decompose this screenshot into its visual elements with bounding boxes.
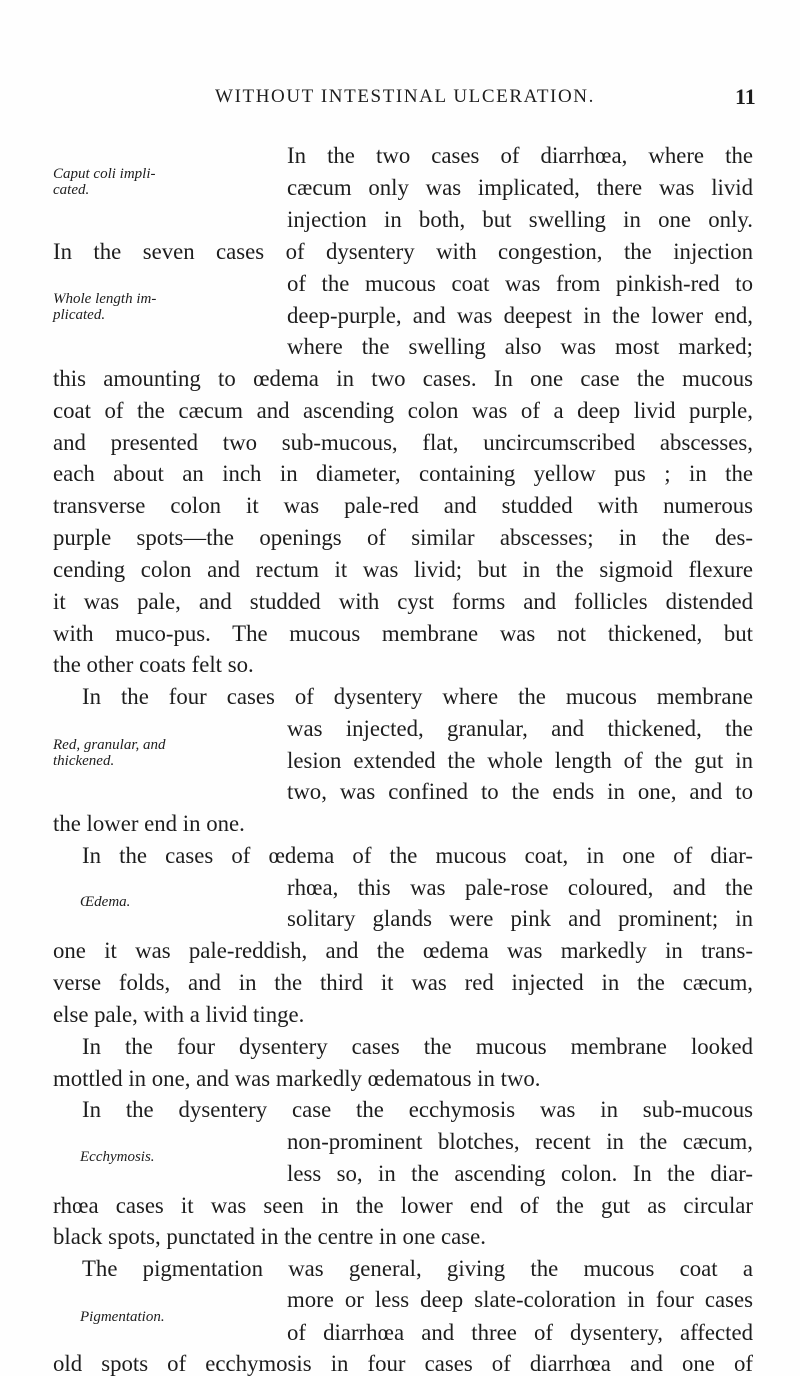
body-line: In the dysentery case the ecchymosis was in sub-mucous: [82, 1097, 753, 1122]
body-line: lesion extended the whole length of the gut in: [287, 747, 753, 773]
body-line: each about an inch in diameter, containing yellow pus ; in the: [53, 461, 753, 486]
body-line: rhœa, this was pale-rose coloured, and the: [287, 874, 753, 900]
body-line: less so, in the ascending colon. In the diar-: [287, 1160, 753, 1186]
body-line: was injected, granular, and thickened, the: [287, 715, 753, 741]
body-line: it was pale, and studded with cyst forms and follicles distended: [53, 588, 753, 614]
body-line: coat of the cæcum and ascending colon was of a deep livid purple,: [53, 398, 753, 423]
body-line: transverse colon it was pale-red and studded with numerous: [53, 493, 753, 519]
body-line: rhœa cases it was seen in the lower end of the gut as circular: [53, 1192, 753, 1218]
body-line: where the swelling also was most marked;: [287, 334, 753, 359]
body-line: with muco-pus. The mucous membrane was not thickened, but: [53, 620, 753, 646]
running-head: WITHOUT INTESTINAL ULCERATION.: [215, 86, 595, 107]
body-line: solitary glands were pink and prominent; in: [287, 906, 753, 931]
body-line: In the seven cases of dysentery with congestion, the injection: [53, 239, 753, 265]
body-line: injection in both, but swelling in one only.: [287, 207, 753, 232]
body-line: In the cases of œdema of the mucous coat, in one of diar-: [82, 843, 753, 868]
body-line: In the four dysentery cases the mucous membrane looked: [82, 1033, 753, 1059]
body-line: old spots of ecchymosis in four cases of diarrhœa and one of: [53, 1351, 753, 1376]
margin-note-ecchymosis: Ecchymosis.: [80, 1148, 155, 1165]
margin-note-red-granular: Red, granular, and thickened.: [53, 737, 166, 769]
page-number: 11: [735, 84, 756, 109]
body-line: and presented two sub-mucous, flat, uncircumscribed abscesses,: [53, 429, 753, 455]
body-line: this amounting to œdema in two cases. In one case the mucous: [53, 366, 753, 392]
body-line: the lower end in one.: [53, 811, 245, 837]
body-line: one it was pale-reddish, and the œdema was markedly in trans-: [53, 938, 753, 964]
margin-note-oedema: Œdema.: [80, 893, 131, 910]
body-line: cæcum only was implicated, there was livid: [287, 175, 753, 201]
body-line: deep-purple, and was deepest in the lower end,: [287, 302, 753, 328]
body-line: non-prominent blotches, recent in the cæcum,: [287, 1128, 753, 1154]
body-line: of the mucous coat was from pinkish-red to: [287, 270, 753, 296]
body-line: more or less deep slate-coloration in four cases: [287, 1287, 753, 1312]
body-line: The pigmentation was general, giving the mucous coat a: [82, 1255, 753, 1281]
margin-note-whole-length: Whole length im- plicated.: [53, 291, 157, 324]
body-line: In the two cases of diarrhœa, where the: [287, 143, 753, 168]
body-line: else pale, with a livid tinge.: [53, 1001, 305, 1027]
body-line: mottled in one, and was markedly œdematous in two.: [53, 1065, 541, 1091]
body-line: of diarrhœa and three of dysentery, affected: [287, 1319, 753, 1345]
body-line: In the four cases of dysentery where the mucous membrane: [82, 684, 753, 710]
body-line: cending colon and rectum it was livid; but in the sigmoid flexure: [53, 556, 753, 582]
body-line: verse folds, and in the third it was red injected in the cæcum,: [53, 970, 753, 995]
margin-note-pigmentation: Pigmentation.: [80, 1309, 165, 1326]
body-line: two, was confined to the ends in one, and to: [287, 779, 753, 804]
body-line: black spots, punctated in the centre in one case.: [53, 1224, 486, 1249]
margin-note-caput-coli: Caput coli impli- cated.: [53, 166, 156, 198]
body-line: the other coats felt so.: [53, 652, 254, 677]
body-line: purple spots—the openings of similar abscesses; in the des-: [53, 525, 753, 550]
